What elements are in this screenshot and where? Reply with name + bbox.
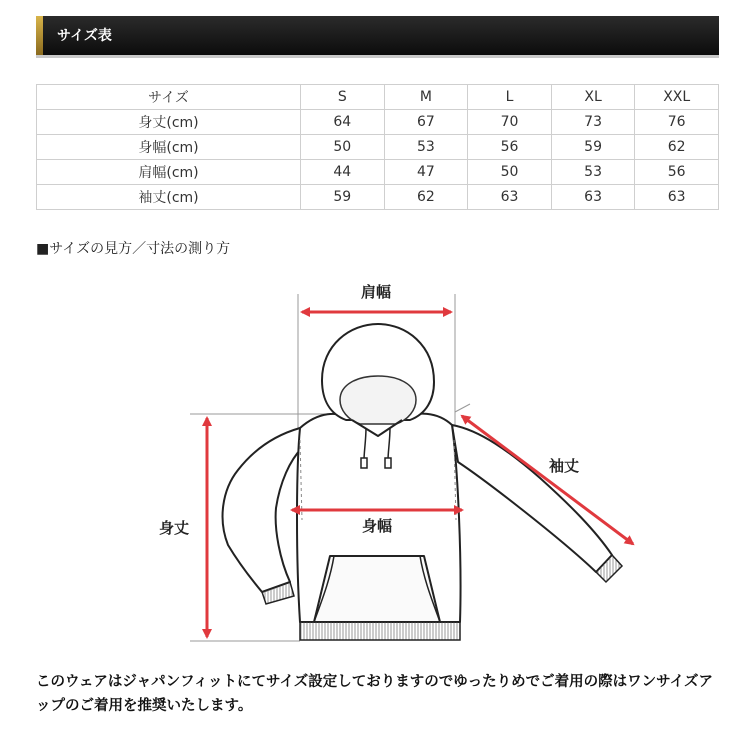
table-cell: 身幅(cm) xyxy=(37,135,301,160)
table-cell: 59 xyxy=(301,185,385,210)
table-header-cell: S xyxy=(301,85,385,110)
measure-guide-heading: ■サイズの見方／寸法の測り方 xyxy=(36,241,231,257)
body-width-label: 身幅 xyxy=(361,517,393,535)
table-header-cell: XXL xyxy=(635,85,719,110)
section-title: サイズ表 xyxy=(57,28,112,44)
table-cell: 76 xyxy=(635,110,719,135)
table-cell: 62 xyxy=(635,135,719,160)
table-cell: 身丈(cm) xyxy=(37,110,301,135)
shoulder-width-label: 肩幅 xyxy=(360,283,392,301)
table-header-cell: XL xyxy=(551,85,635,110)
table-header-cell: M xyxy=(384,85,468,110)
table-cell: 63 xyxy=(468,185,552,210)
table-cell: 63 xyxy=(551,185,635,210)
table-cell: 50 xyxy=(468,160,552,185)
table-cell: 59 xyxy=(551,135,635,160)
table-cell: 47 xyxy=(384,160,468,185)
table-cell: 肩幅(cm) xyxy=(37,160,301,185)
sleeve-length-label: 袖丈 xyxy=(548,457,580,475)
table-cell: 56 xyxy=(635,160,719,185)
table-cell: 53 xyxy=(551,160,635,185)
table-cell: 63 xyxy=(635,185,719,210)
table-header-cell: サイズ xyxy=(37,85,301,110)
table-cell: 70 xyxy=(468,110,552,135)
table-cell: 62 xyxy=(384,185,468,210)
table-cell: 53 xyxy=(384,135,468,160)
body-length-label: 身丈 xyxy=(158,519,190,537)
table-header-cell: L xyxy=(468,85,552,110)
table-cell: 袖丈(cm) xyxy=(37,185,301,210)
table-cell: 67 xyxy=(384,110,468,135)
table-cell: 50 xyxy=(301,135,385,160)
table-cell: 73 xyxy=(551,110,635,135)
table-cell: 44 xyxy=(301,160,385,185)
fit-note: このウェアはジャパンフィットにてサイズ設定しておりますのでゆったりめでご着用の際はワンサイズアップのご着用を推奨いたします。 xyxy=(36,674,714,714)
table-cell: 56 xyxy=(468,135,552,160)
table-cell: 64 xyxy=(301,110,385,135)
